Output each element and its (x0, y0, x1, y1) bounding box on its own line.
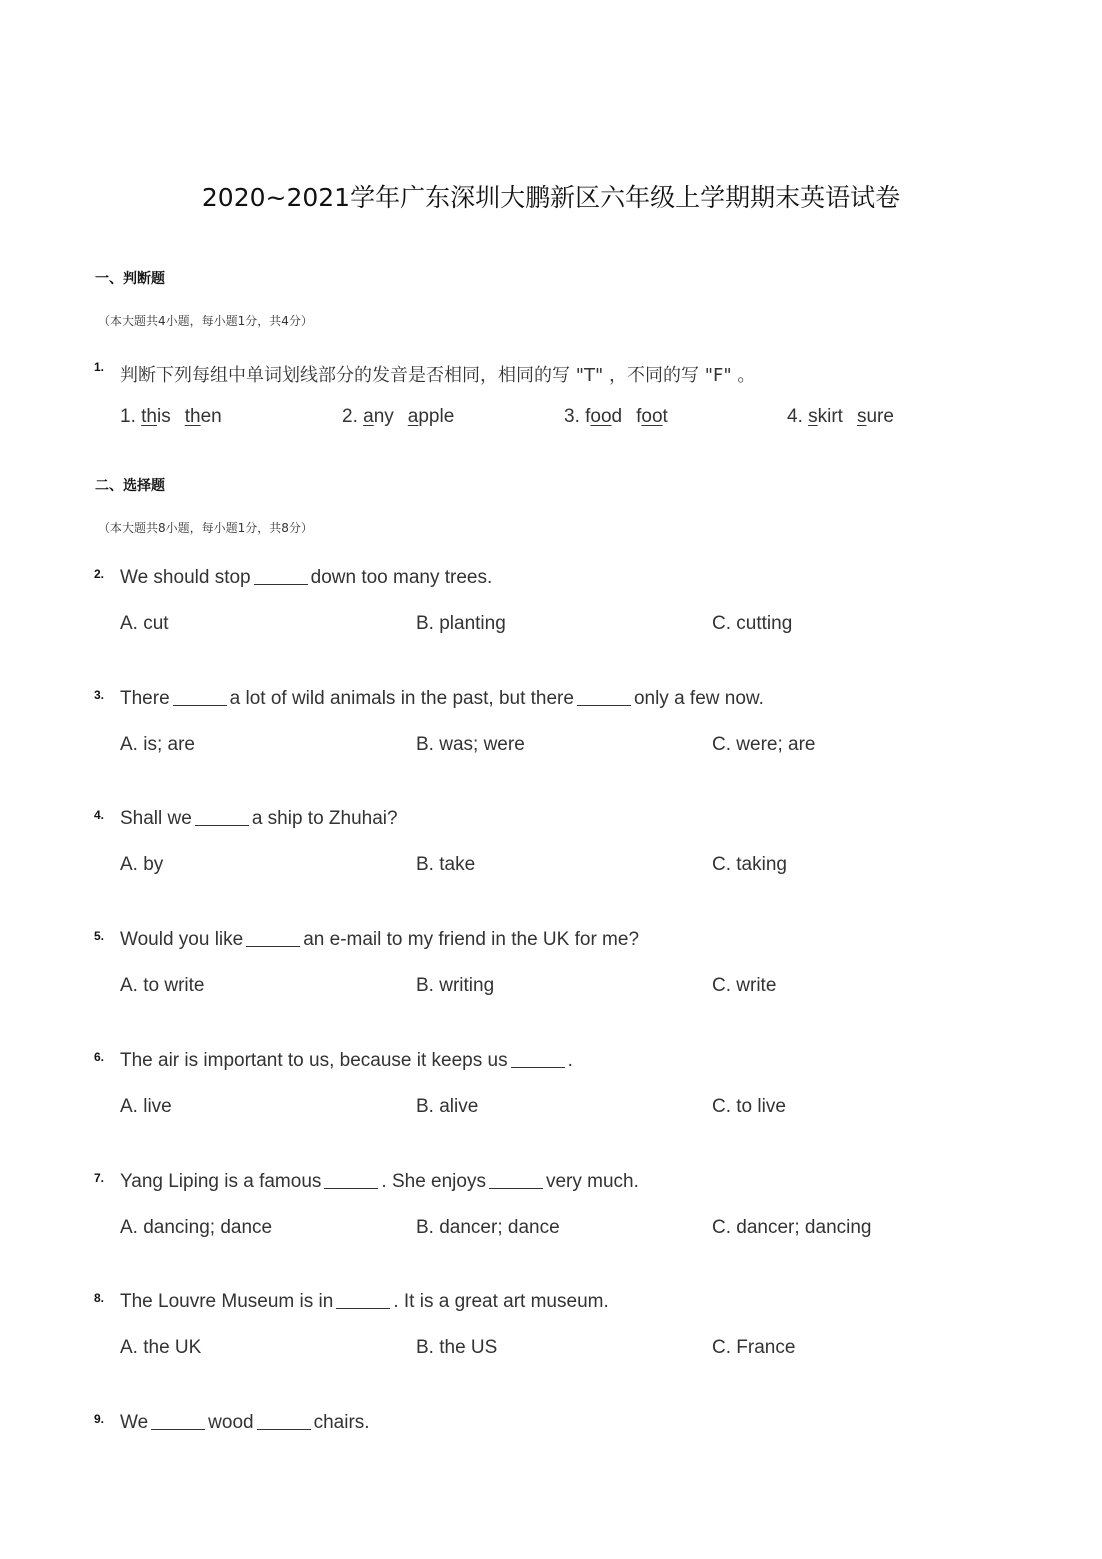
question-text-part: We (120, 1411, 149, 1433)
question-text (120, 1050, 573, 1072)
question-text-part: wood (208, 1411, 254, 1433)
question-text-part: The Louvre Museum is in (120, 1291, 334, 1313)
answer-option: B. the US (416, 1337, 498, 1359)
answer-option: A. to write (120, 975, 205, 997)
answer-option: B. alive (416, 1095, 479, 1117)
question-text-part: We should stop (120, 567, 251, 588)
question-text-part: an e-mail to my friend in the UK for me? (303, 929, 640, 951)
pair-word: sure (856, 406, 894, 427)
underlined-sound: s (808, 406, 818, 427)
answer-option: A. cut (120, 613, 169, 634)
section1-heading: 一、判断题 (95, 271, 165, 287)
underlined-sound: oo (590, 406, 612, 427)
question-text-part: . (567, 1049, 573, 1071)
section2-heading: 二、选择题 (95, 478, 165, 494)
question-text (120, 1171, 639, 1193)
answer-blank (577, 704, 631, 706)
answer-option: A. by (120, 854, 164, 876)
answer-option: A. the UK (120, 1337, 202, 1359)
answer-option: C. to live (712, 1095, 786, 1117)
answer-option: C. cutting (712, 613, 793, 634)
pair-word: then (184, 406, 222, 427)
phonics-pair (342, 406, 454, 428)
question-text-part: Shall we (120, 808, 192, 830)
question-text-part: chairs. (313, 1411, 370, 1433)
question-text-part: . It is a great art museum. (393, 1291, 609, 1313)
answer-blank (257, 1428, 311, 1430)
answer-option: C. France (712, 1337, 796, 1359)
underlined-sound: th (184, 406, 201, 427)
pair-label: 3. (564, 406, 586, 427)
question-text-part: The air is important to us, because it keeps us (120, 1049, 508, 1071)
underlined-sound: th (141, 406, 157, 427)
question-number: 4. (94, 808, 105, 823)
answer-blank (254, 583, 308, 585)
pair-label: 1. (120, 406, 142, 427)
answer-option: B. writing (416, 975, 495, 997)
pair-word: foot (636, 406, 668, 427)
pair-word: apple (407, 406, 455, 427)
question-text-part: Yang Liping is a famous (120, 1170, 322, 1192)
question-text (120, 688, 764, 710)
phonics-pair (787, 406, 894, 428)
question-text-part: only a few now. (633, 687, 764, 709)
question-number: 1. (94, 360, 105, 374)
question-number: 9. (94, 1411, 105, 1426)
underlined-sound: s (856, 406, 867, 427)
answer-option: A. live (120, 1095, 172, 1117)
question-number: 7. (94, 1170, 105, 1185)
question-text-part: Would you like (120, 929, 244, 951)
answer-blank (173, 704, 227, 706)
pair-word: any (363, 406, 394, 427)
question-text (120, 1412, 370, 1434)
answer-option: C. taking (712, 854, 787, 876)
answer-option: C. write (712, 975, 777, 997)
pair-label: 2. (342, 406, 364, 427)
question-text-part: a lot of wild animals in the past, but there (229, 687, 574, 709)
answer-blank (246, 945, 300, 947)
question-number: 6. (94, 1049, 105, 1064)
question-text (120, 929, 639, 951)
question-text-part: down too many trees. (310, 567, 493, 588)
underlined-sound: a (407, 406, 419, 427)
answer-blank (324, 1187, 378, 1189)
answer-option: B. planting (416, 613, 506, 634)
question-text-part: a ship to Zhuhai? (251, 808, 398, 830)
answer-option: C. dancer; dancing (712, 1216, 872, 1238)
answer-blank (336, 1307, 390, 1309)
question-text (120, 567, 492, 589)
answer-option: B. dancer; dance (416, 1216, 560, 1238)
pair-word: skirt (808, 406, 843, 427)
question-number: 2. (94, 567, 105, 581)
question-text (120, 808, 398, 830)
question-text-part: . She enjoys (381, 1170, 486, 1192)
answer-option: B. was; were (416, 733, 525, 755)
answer-blank (511, 1066, 565, 1068)
question-text: 判断下列每组中单词划线部分的发音是否相同，相同的写 "T" ，不同的写 "F" 。 (120, 365, 756, 386)
phonics-pair (564, 406, 668, 428)
question-text-part: There (120, 687, 170, 709)
answer-blank (195, 824, 249, 826)
question-text-part: very much. (545, 1170, 639, 1192)
underlined-sound: oo (641, 406, 663, 427)
answer-option: A. is; are (120, 733, 195, 755)
answer-option: B. take (416, 854, 476, 876)
exam-title: 2020~2021学年广东深圳大鹏新区六年级上学期期末英语试卷 (201, 183, 901, 212)
section1-note: （本大题共4小题，每小题1分，共4分） (98, 314, 313, 328)
underlined-sound: a (363, 406, 374, 427)
answer-option: C. were; are (712, 733, 816, 755)
question-text (120, 1291, 609, 1313)
pair-word: this (141, 406, 171, 427)
question-number: 5. (94, 929, 105, 944)
question-number: 8. (94, 1291, 105, 1306)
phonics-pair (120, 406, 222, 428)
answer-option: A. dancing; dance (120, 1216, 273, 1238)
answer-blank (489, 1187, 543, 1189)
question-number: 3. (94, 687, 105, 702)
pair-word: food (585, 406, 623, 427)
section2-note: （本大题共8小题，每小题1分，共8分） (98, 521, 313, 535)
answer-blank (151, 1428, 205, 1430)
pair-label: 4. (787, 406, 809, 427)
